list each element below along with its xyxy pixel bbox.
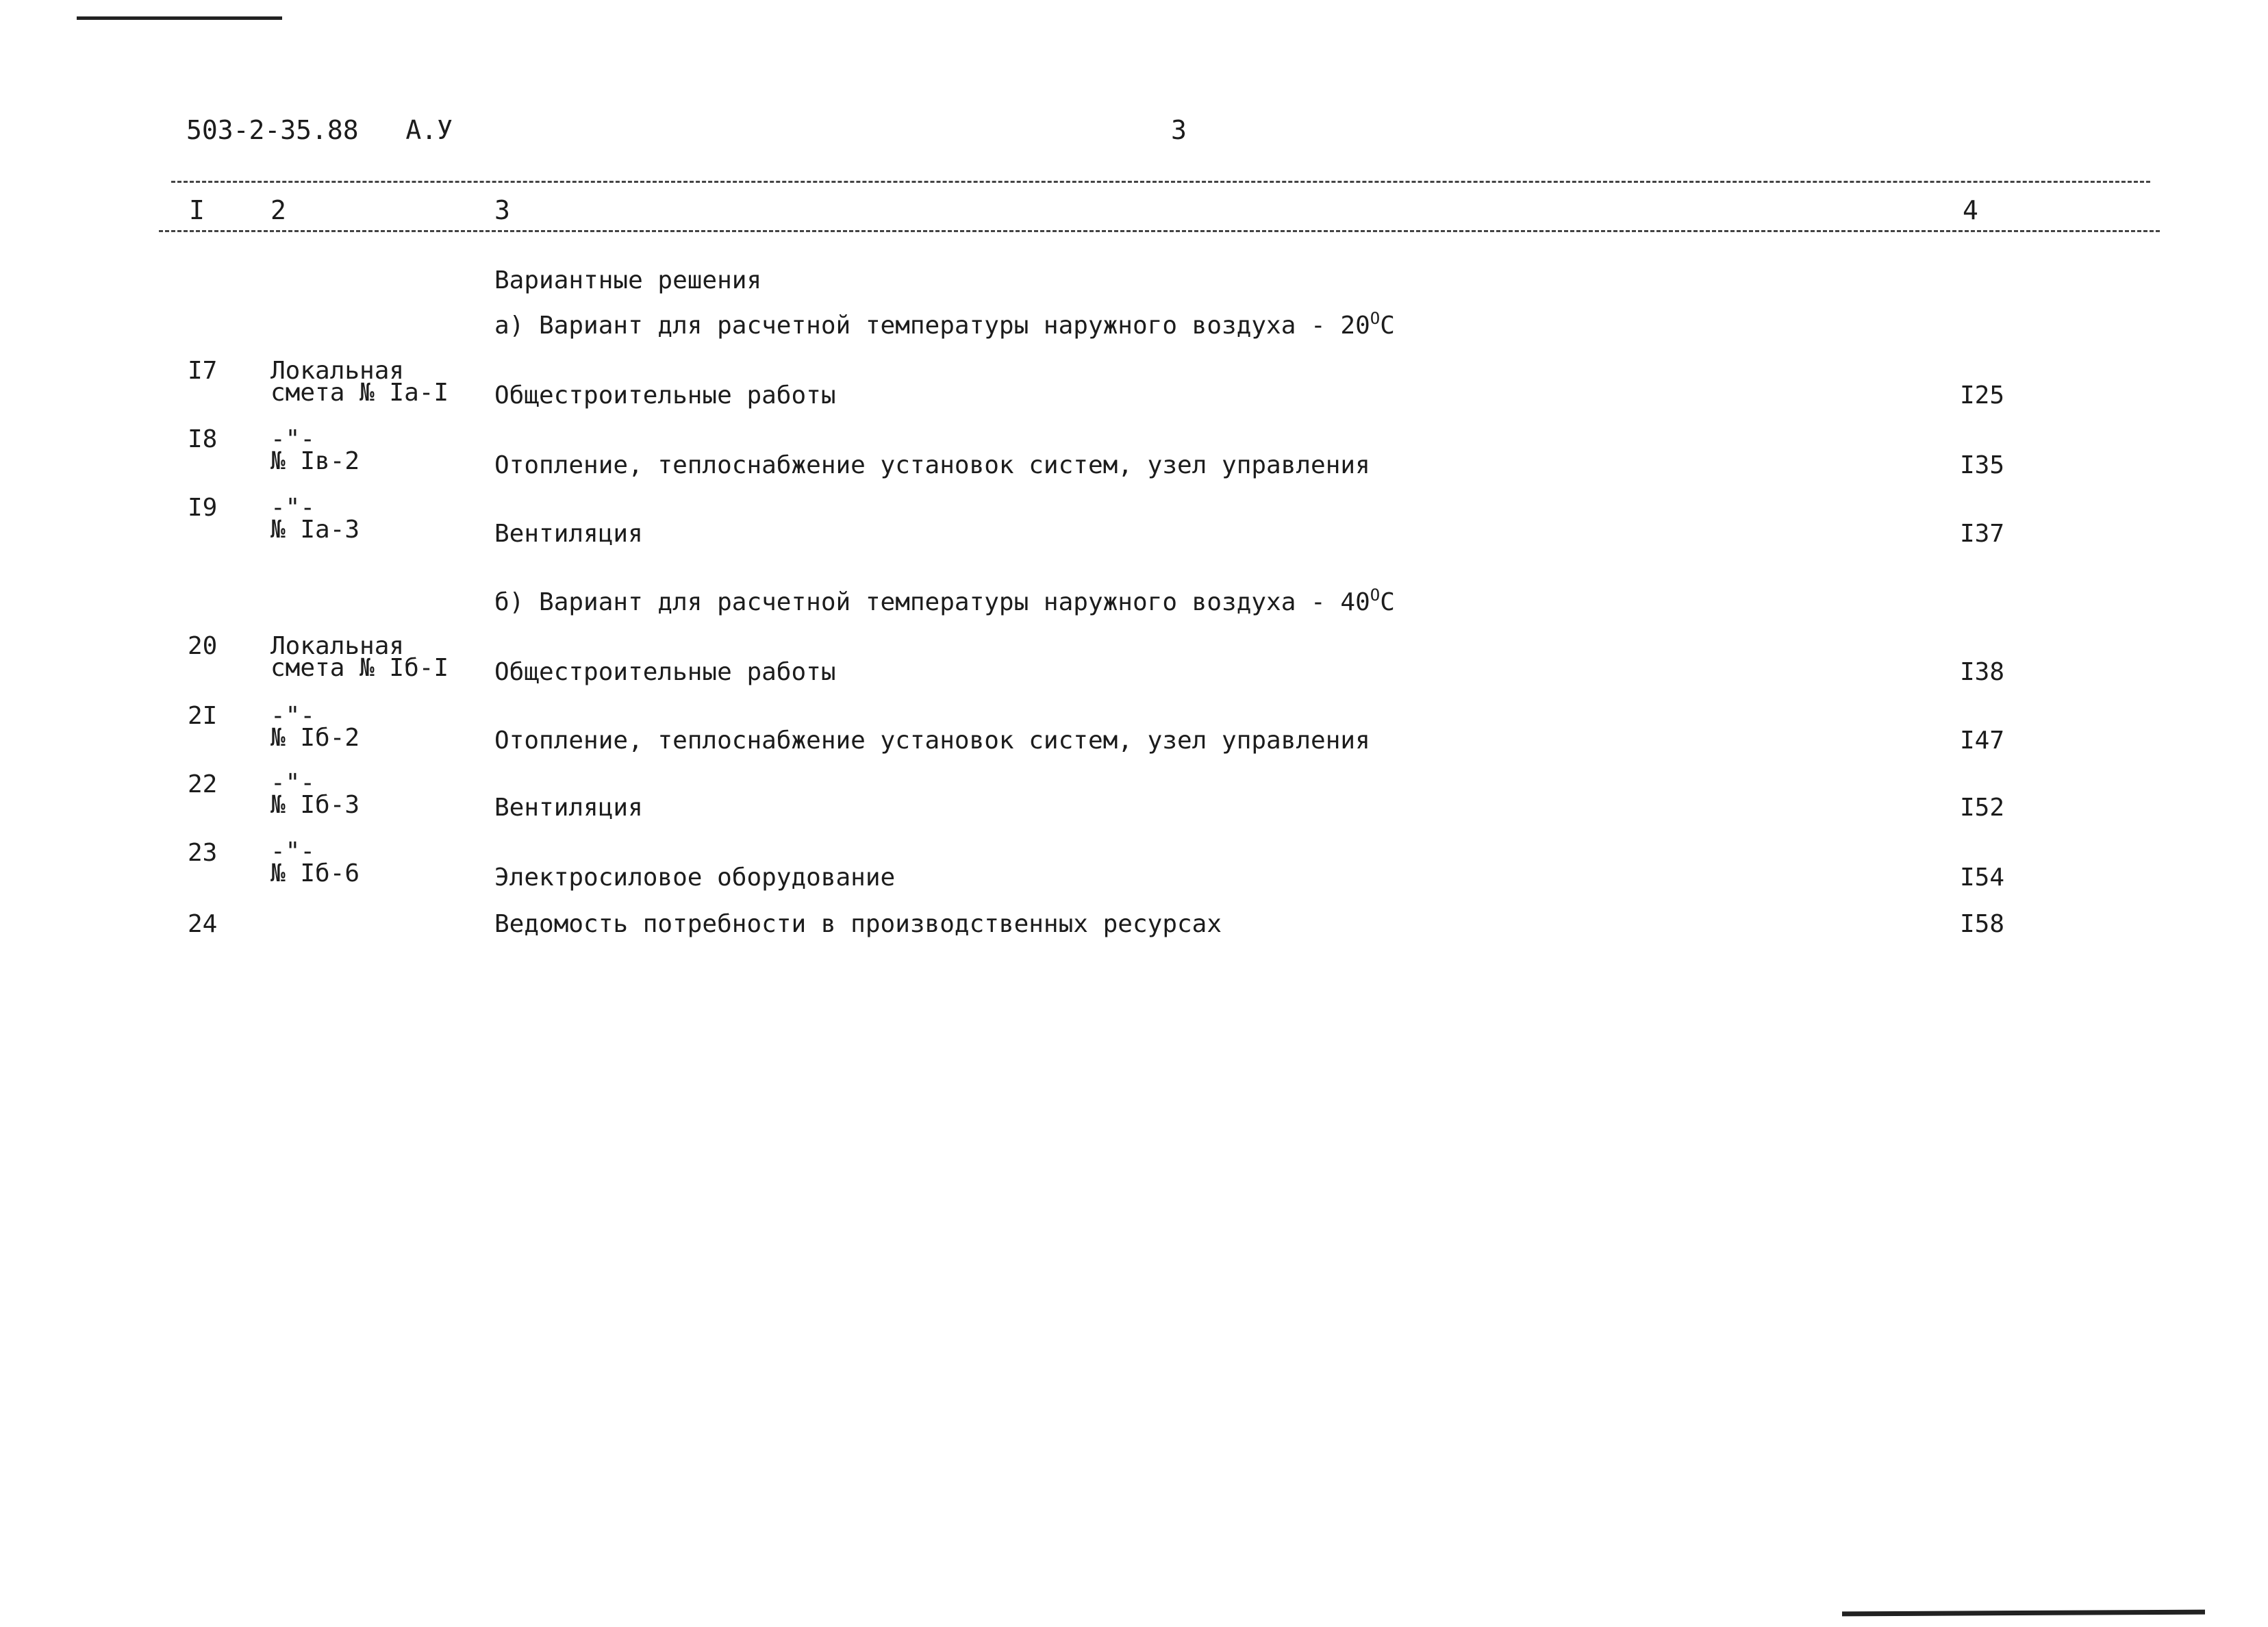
top-left-stroke [77, 16, 282, 20]
row-number: 2I [188, 702, 218, 730]
page-number: I37 [1960, 520, 2005, 548]
work-name: Общестроительные работы [494, 658, 836, 686]
work-name: Вентиляция [494, 520, 643, 548]
page-number: I54 [1960, 863, 2005, 892]
work-name: Электросиловое оборудование [494, 863, 896, 892]
estimate-ref-line2: смета № Iб-I [270, 654, 449, 682]
column-header-3: 3 [494, 195, 510, 225]
work-name: Отопление, теплоснабжение установок систем, узел управления [494, 727, 1370, 755]
estimate-ref [270, 837, 360, 887]
section-b-label: б) Вариант для расчетной температуры наружного воздуха - 40 [494, 588, 1370, 616]
estimate-ref [270, 702, 360, 752]
row-number: I8 [188, 425, 218, 453]
section-a-degree: О [1370, 309, 1381, 328]
estimate-ref-line2: смета № Iа-I [270, 379, 449, 407]
column-header-2: 2 [270, 195, 286, 225]
table-header-top-rule [171, 181, 2150, 183]
document-code-number: 503-2-35.88 [186, 115, 359, 145]
estimate-ref-line1: -"- [270, 769, 316, 797]
estimate-ref [270, 769, 360, 819]
estimate-ref-line1: Локальная [270, 632, 405, 660]
estimate-ref-line2: № Iв-2 [270, 447, 360, 475]
estimate-ref-line2: № Iб-3 [270, 791, 360, 819]
page-number: I58 [1960, 910, 2005, 938]
section-b-degree: О [1370, 585, 1381, 605]
estimate-ref-line1: -"- [270, 837, 316, 866]
estimate-ref-line1: Локальная [270, 357, 405, 385]
estimate-ref-line1: -"- [270, 702, 316, 730]
work-name: Ведомость потребности в производственных ресурсах [494, 910, 1222, 938]
section-b-unit: С [1380, 588, 1395, 616]
page-number: I52 [1960, 794, 2005, 822]
row-number: I7 [188, 357, 218, 385]
section-title: Вариантные решения [494, 266, 762, 294]
estimate-ref-line1: -"- [270, 494, 316, 522]
row-number: I9 [188, 494, 218, 522]
estimate-ref [270, 357, 449, 407]
sheet-number: 3 [1171, 115, 1187, 145]
estimate-ref [270, 632, 449, 682]
work-name: Отопление, теплоснабжение установок систем, узел управления [494, 451, 1370, 479]
column-header-4: 4 [1963, 195, 1978, 225]
page-number: I38 [1960, 658, 2005, 686]
page-number: I35 [1960, 451, 2005, 479]
estimate-ref-line2: № Iа-3 [270, 516, 360, 544]
estimate-ref [270, 494, 360, 544]
estimate-ref-line2: № Iб-2 [270, 724, 360, 752]
table-header-bottom-rule [159, 230, 2160, 232]
estimate-ref-line2: № Iб-6 [270, 859, 360, 887]
estimate-ref-line1: -"- [270, 425, 316, 453]
work-name: Вентиляция [494, 794, 643, 822]
section-b-heading [494, 585, 1395, 616]
document-code [186, 115, 453, 145]
row-number: 24 [188, 910, 218, 938]
document-code-suffix: А.У [405, 115, 453, 145]
section-a-heading [494, 309, 1395, 340]
estimate-ref [270, 425, 360, 475]
column-header-1: I [189, 195, 205, 225]
section-a-unit: С [1380, 312, 1395, 340]
work-name: Общестроительные работы [494, 381, 836, 409]
row-number: 22 [188, 770, 218, 798]
page-number: I25 [1960, 381, 2005, 409]
section-a-label: а) Вариант для расчетной температуры наружного воздуха - 20 [494, 312, 1370, 340]
row-number: 23 [188, 839, 218, 867]
bottom-right-stroke [1842, 1610, 2205, 1617]
page-number: I47 [1960, 727, 2005, 755]
row-number: 20 [188, 632, 218, 660]
